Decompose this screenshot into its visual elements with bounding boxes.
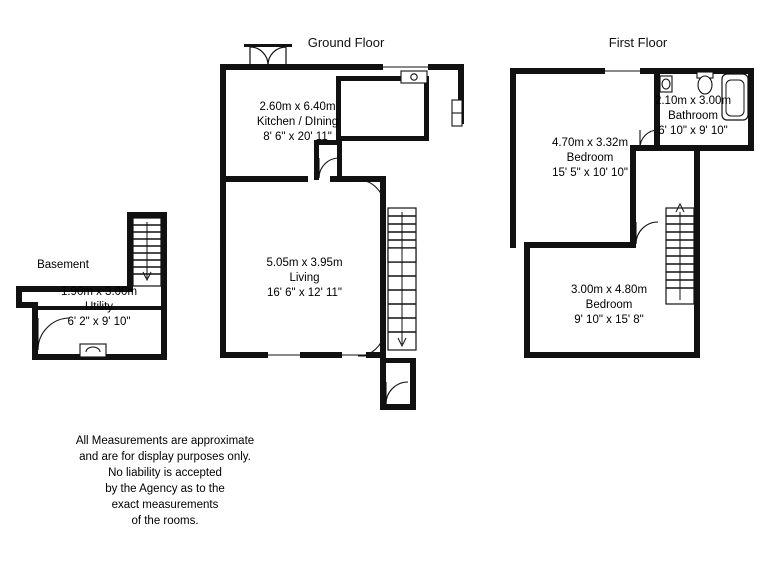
bedroom2-imperial: 9' 10" x 15' 8" [574, 314, 644, 326]
living-imperial: 16' 6" x 12' 11" [266, 287, 342, 299]
ground-stairs-icon [388, 208, 416, 350]
basin-icon [660, 76, 672, 92]
ground-french-door-icon [244, 44, 292, 65]
toilet-icon [697, 72, 713, 94]
bedroom1-metric: 4.70m x 3.32m [551, 137, 629, 149]
living-label [232, 256, 377, 301]
disclaimer [30, 433, 300, 529]
disclaimer-line-4: by the Agency as to the [105, 483, 225, 495]
living-name: Living [289, 272, 320, 284]
bedroom-door-icon [636, 222, 658, 244]
utility-imperial: 6' 2" x 9' 10" [67, 316, 131, 328]
bathroom-metric: 2.10m x 3.00m [654, 95, 732, 107]
disclaimer-line-2: and are for display purposes only. [79, 451, 251, 463]
bedroom1-label [516, 136, 664, 181]
basement-label [8, 258, 118, 273]
bedroom1-imperial: 15' 5" x 10' 10" [552, 167, 628, 179]
kitchen-metric: 2.60m x 6.40m [259, 101, 336, 113]
ground-floor-title: Ground Floor [307, 35, 385, 50]
utility-name: Utility [84, 301, 114, 313]
bedroom2-name: Bedroom [585, 299, 633, 311]
bedroom2-metric: 3.00m x 4.80m [570, 284, 648, 296]
living-metric: 5.05m x 3.95m [266, 257, 343, 269]
first-floor-title: First Floor [608, 35, 668, 50]
kitchen-imperial: 8' 6" x 20' 11" [263, 131, 332, 143]
living-door-icon-upper [358, 180, 384, 206]
disclaimer-line-6: of the rooms. [131, 515, 199, 527]
bedroom1-name: Bedroom [566, 152, 614, 164]
living-door-icon-lower [358, 330, 384, 356]
disclaimer-line-5: exact measurements [111, 499, 219, 511]
bedroom2-label [536, 283, 682, 328]
utility-label [40, 285, 158, 330]
disclaimer-line-1: All Measurements are approximate [75, 435, 255, 447]
basement-stairs-icon [133, 218, 161, 286]
bathroom-imperial: 6' 10" x 9' 10" [658, 125, 728, 137]
kitchen-name: Kitchen / DIning [256, 116, 339, 128]
disclaimer-line-3: No liability is accepted [108, 467, 222, 479]
bathroom-name: Bathroom [668, 110, 718, 122]
utility-metric: 1.90m x 3.00m [60, 286, 138, 298]
bathroom-label [630, 94, 756, 139]
kitchen-unit-icon [452, 100, 462, 126]
basement-label-text: Basement [37, 259, 89, 271]
wc-door-icon [319, 158, 339, 178]
porch-door-icon [386, 382, 408, 404]
utility-appliance-icon [80, 344, 106, 357]
kitchen-label [225, 100, 370, 145]
kitchen-counter-icon [401, 71, 427, 83]
